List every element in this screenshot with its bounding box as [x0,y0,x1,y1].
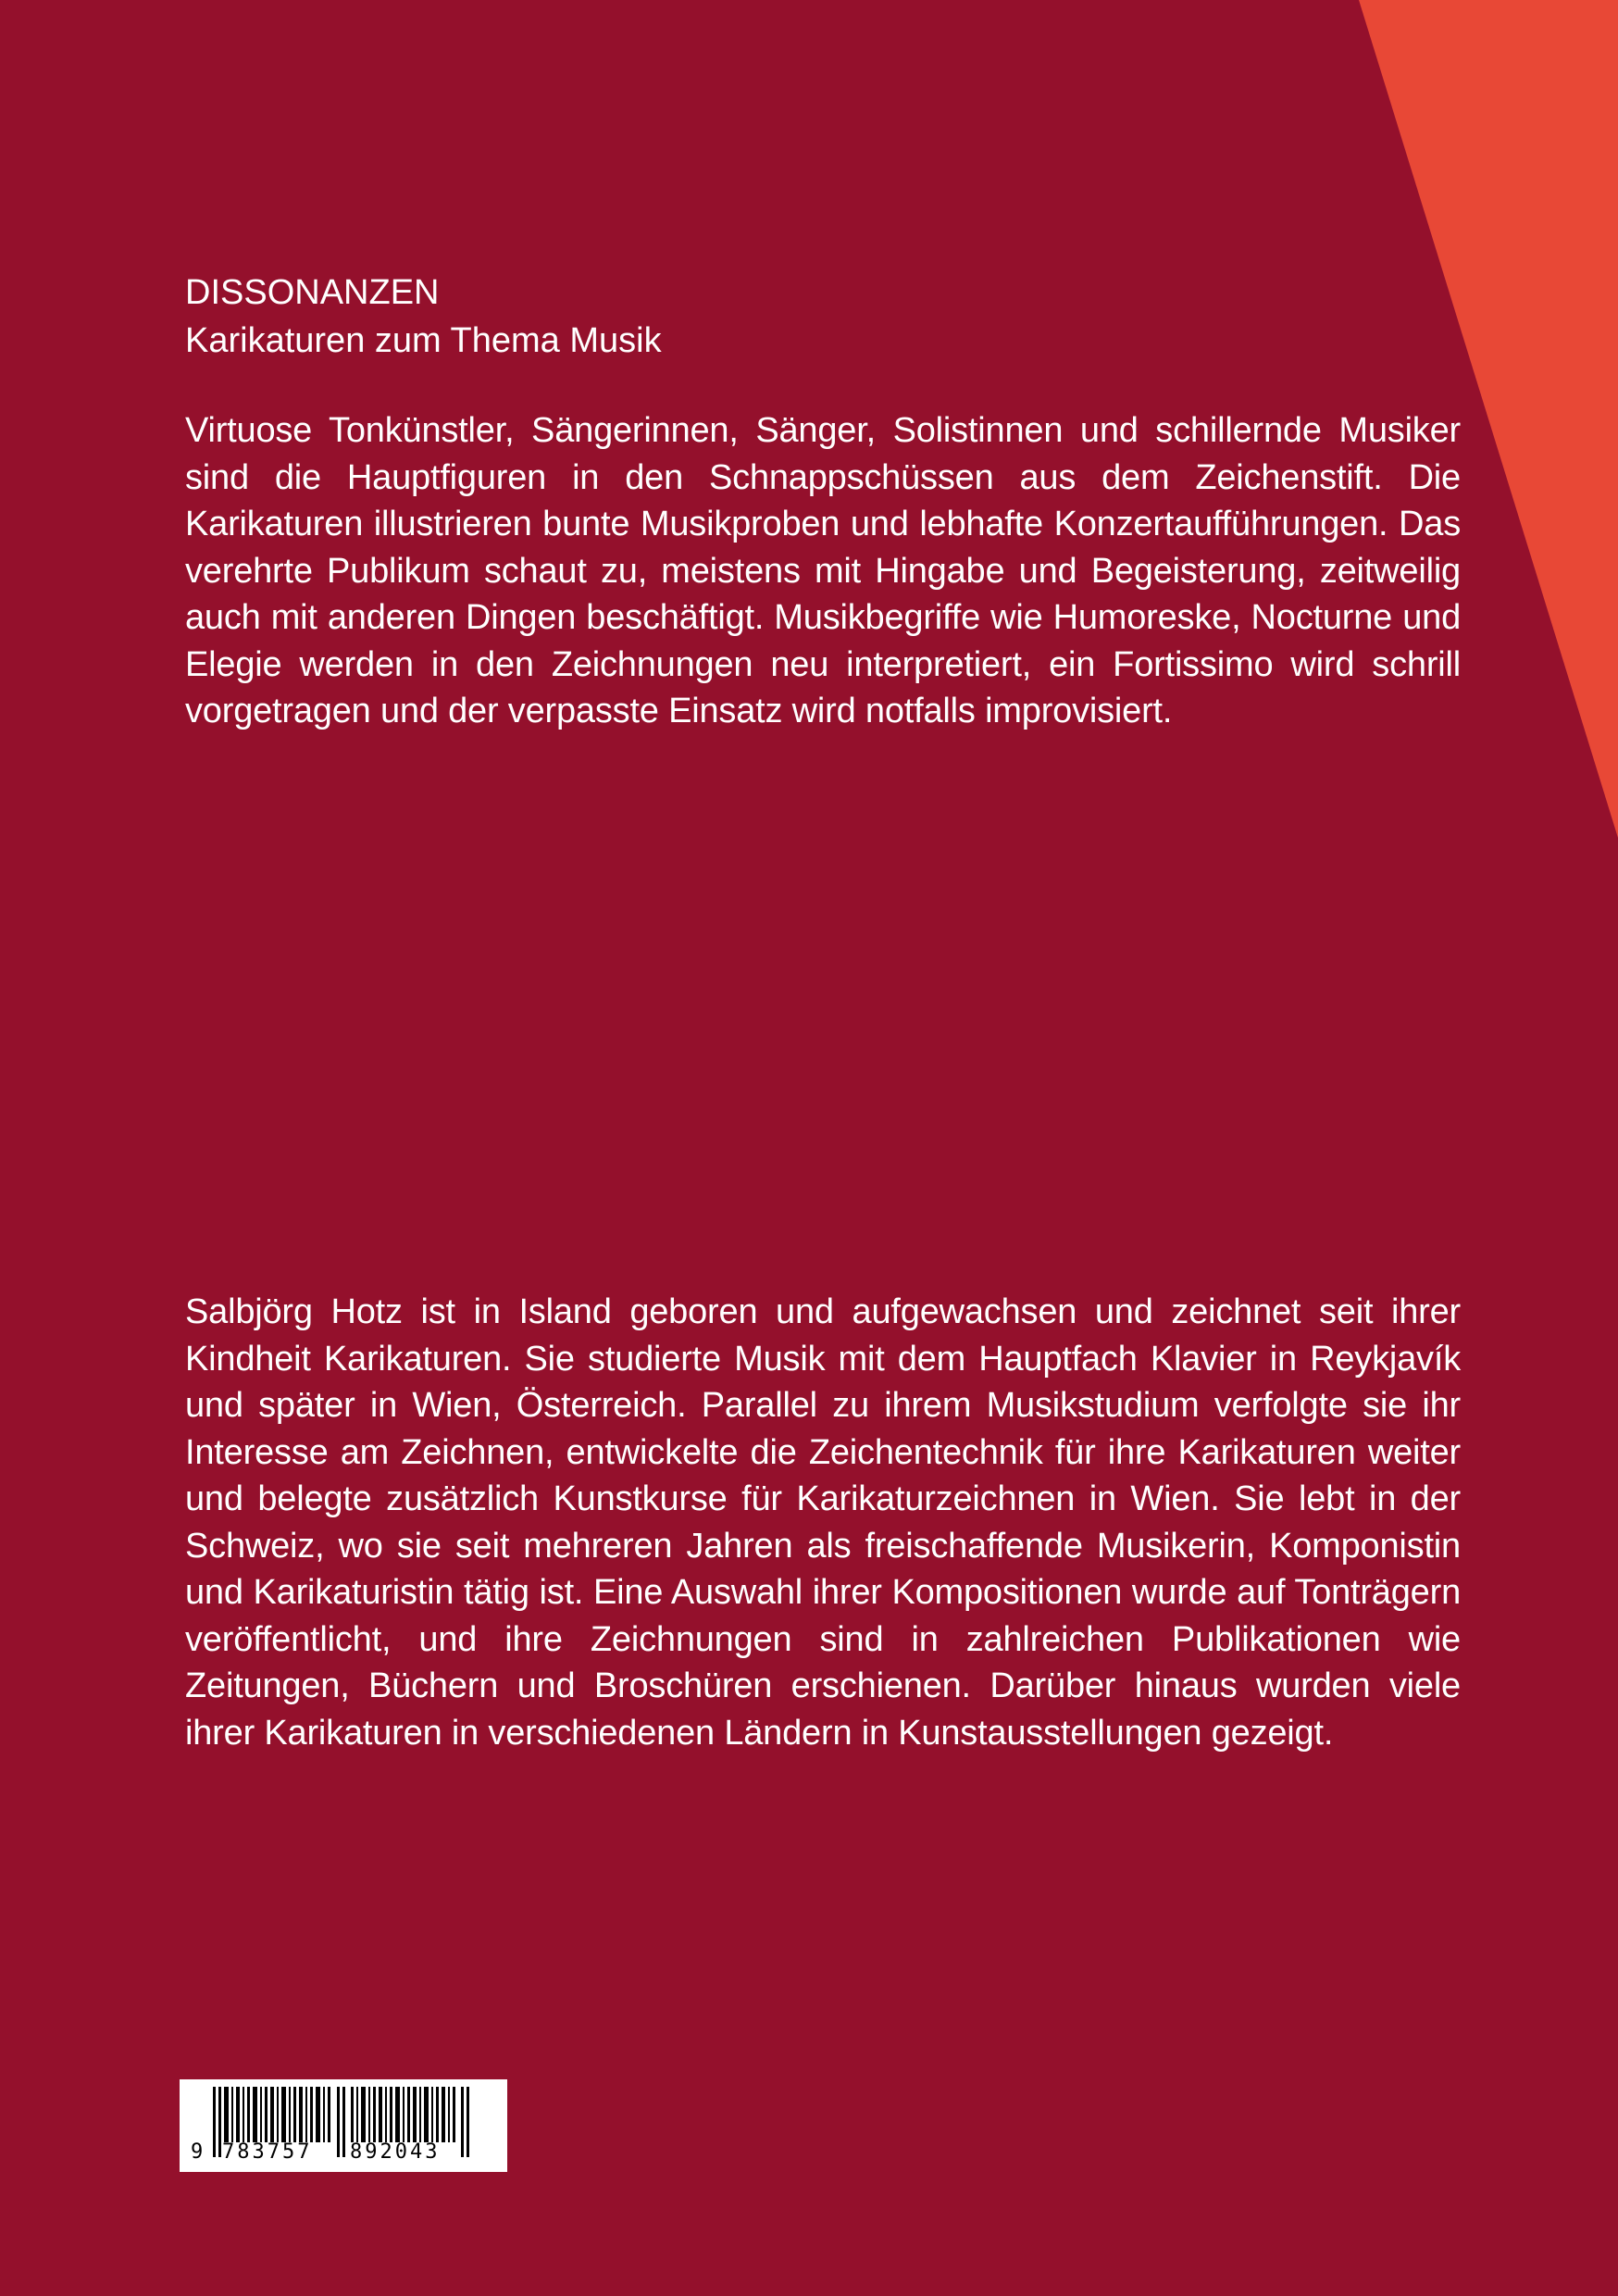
author-bio: Salbjörg Hotz ist in Island geboren und aufgewachsen und zeichnet seit ihrer Kindheit Karikaturen. Sie studierte Musik mit dem Hauptfach Klavier in Reykjavík und später in Wien, Österreich. Parallel zu ihrem Musikstudium verfolgte sie ihr Interesse am Zeichnen, entwickelte die Zeichentechnik für ihre Karikaturen weiter und belegte zusätzlich Kunstkurse für Karikaturzeichnen in Wien. Sie lebt in der Schweiz, wo sie seit mehreren Jahren als freischaffende Musikerin, Komponistin und Karikaturistin tätig ist. Eine Auswahl ihrer Kompositionen wurde auf Tonträgern veröffentlicht, und ihre Zeichnungen sind in zahlreichen Publikationen wie Zeitungen, Büchern und Broschüren erschienen. Darüber hinaus wurden viele ihrer Karikaturen in verschiedenen Ländern in Kunstausstellungen gezeigt. [185,1292,1461,1753]
barcode-group-left: 783757 [222,2140,313,2164]
book-subtitle: Karikaturen zum Thema Musik [185,321,662,360]
title-block [185,268,1461,365]
barcode-digit-first: 9 [191,2140,204,2164]
book-description: Virtuose Tonkünstler, Sängerinnen, Sänger, Solistinnen und schillernde Musiker sind die Hauptfiguren in den Schnappschüssen aus dem Zeichenstift. Die Karikaturen illustrieren bunte Musikproben und lebhafte Konzertaufführungen. Das verehrte Publikum schaut zu, meistens mit Hingabe und Begeisterung, zeitweilig auch mit anderen Dingen beschäftigt. Musikbegriffe wie Humoreske, Nocturne und Elegie werden in den Zeichnungen neu interpretiert, ein Fortissimo wird schrill vorgetragen und der verpasste Einsatz wird notfalls improvisiert. [185,411,1461,730]
barcode-group-right: 892043 [350,2140,441,2164]
barcode-digits [180,2137,507,2168]
isbn-barcode [180,2079,507,2172]
book-title: DISSONANZEN [185,273,440,312]
